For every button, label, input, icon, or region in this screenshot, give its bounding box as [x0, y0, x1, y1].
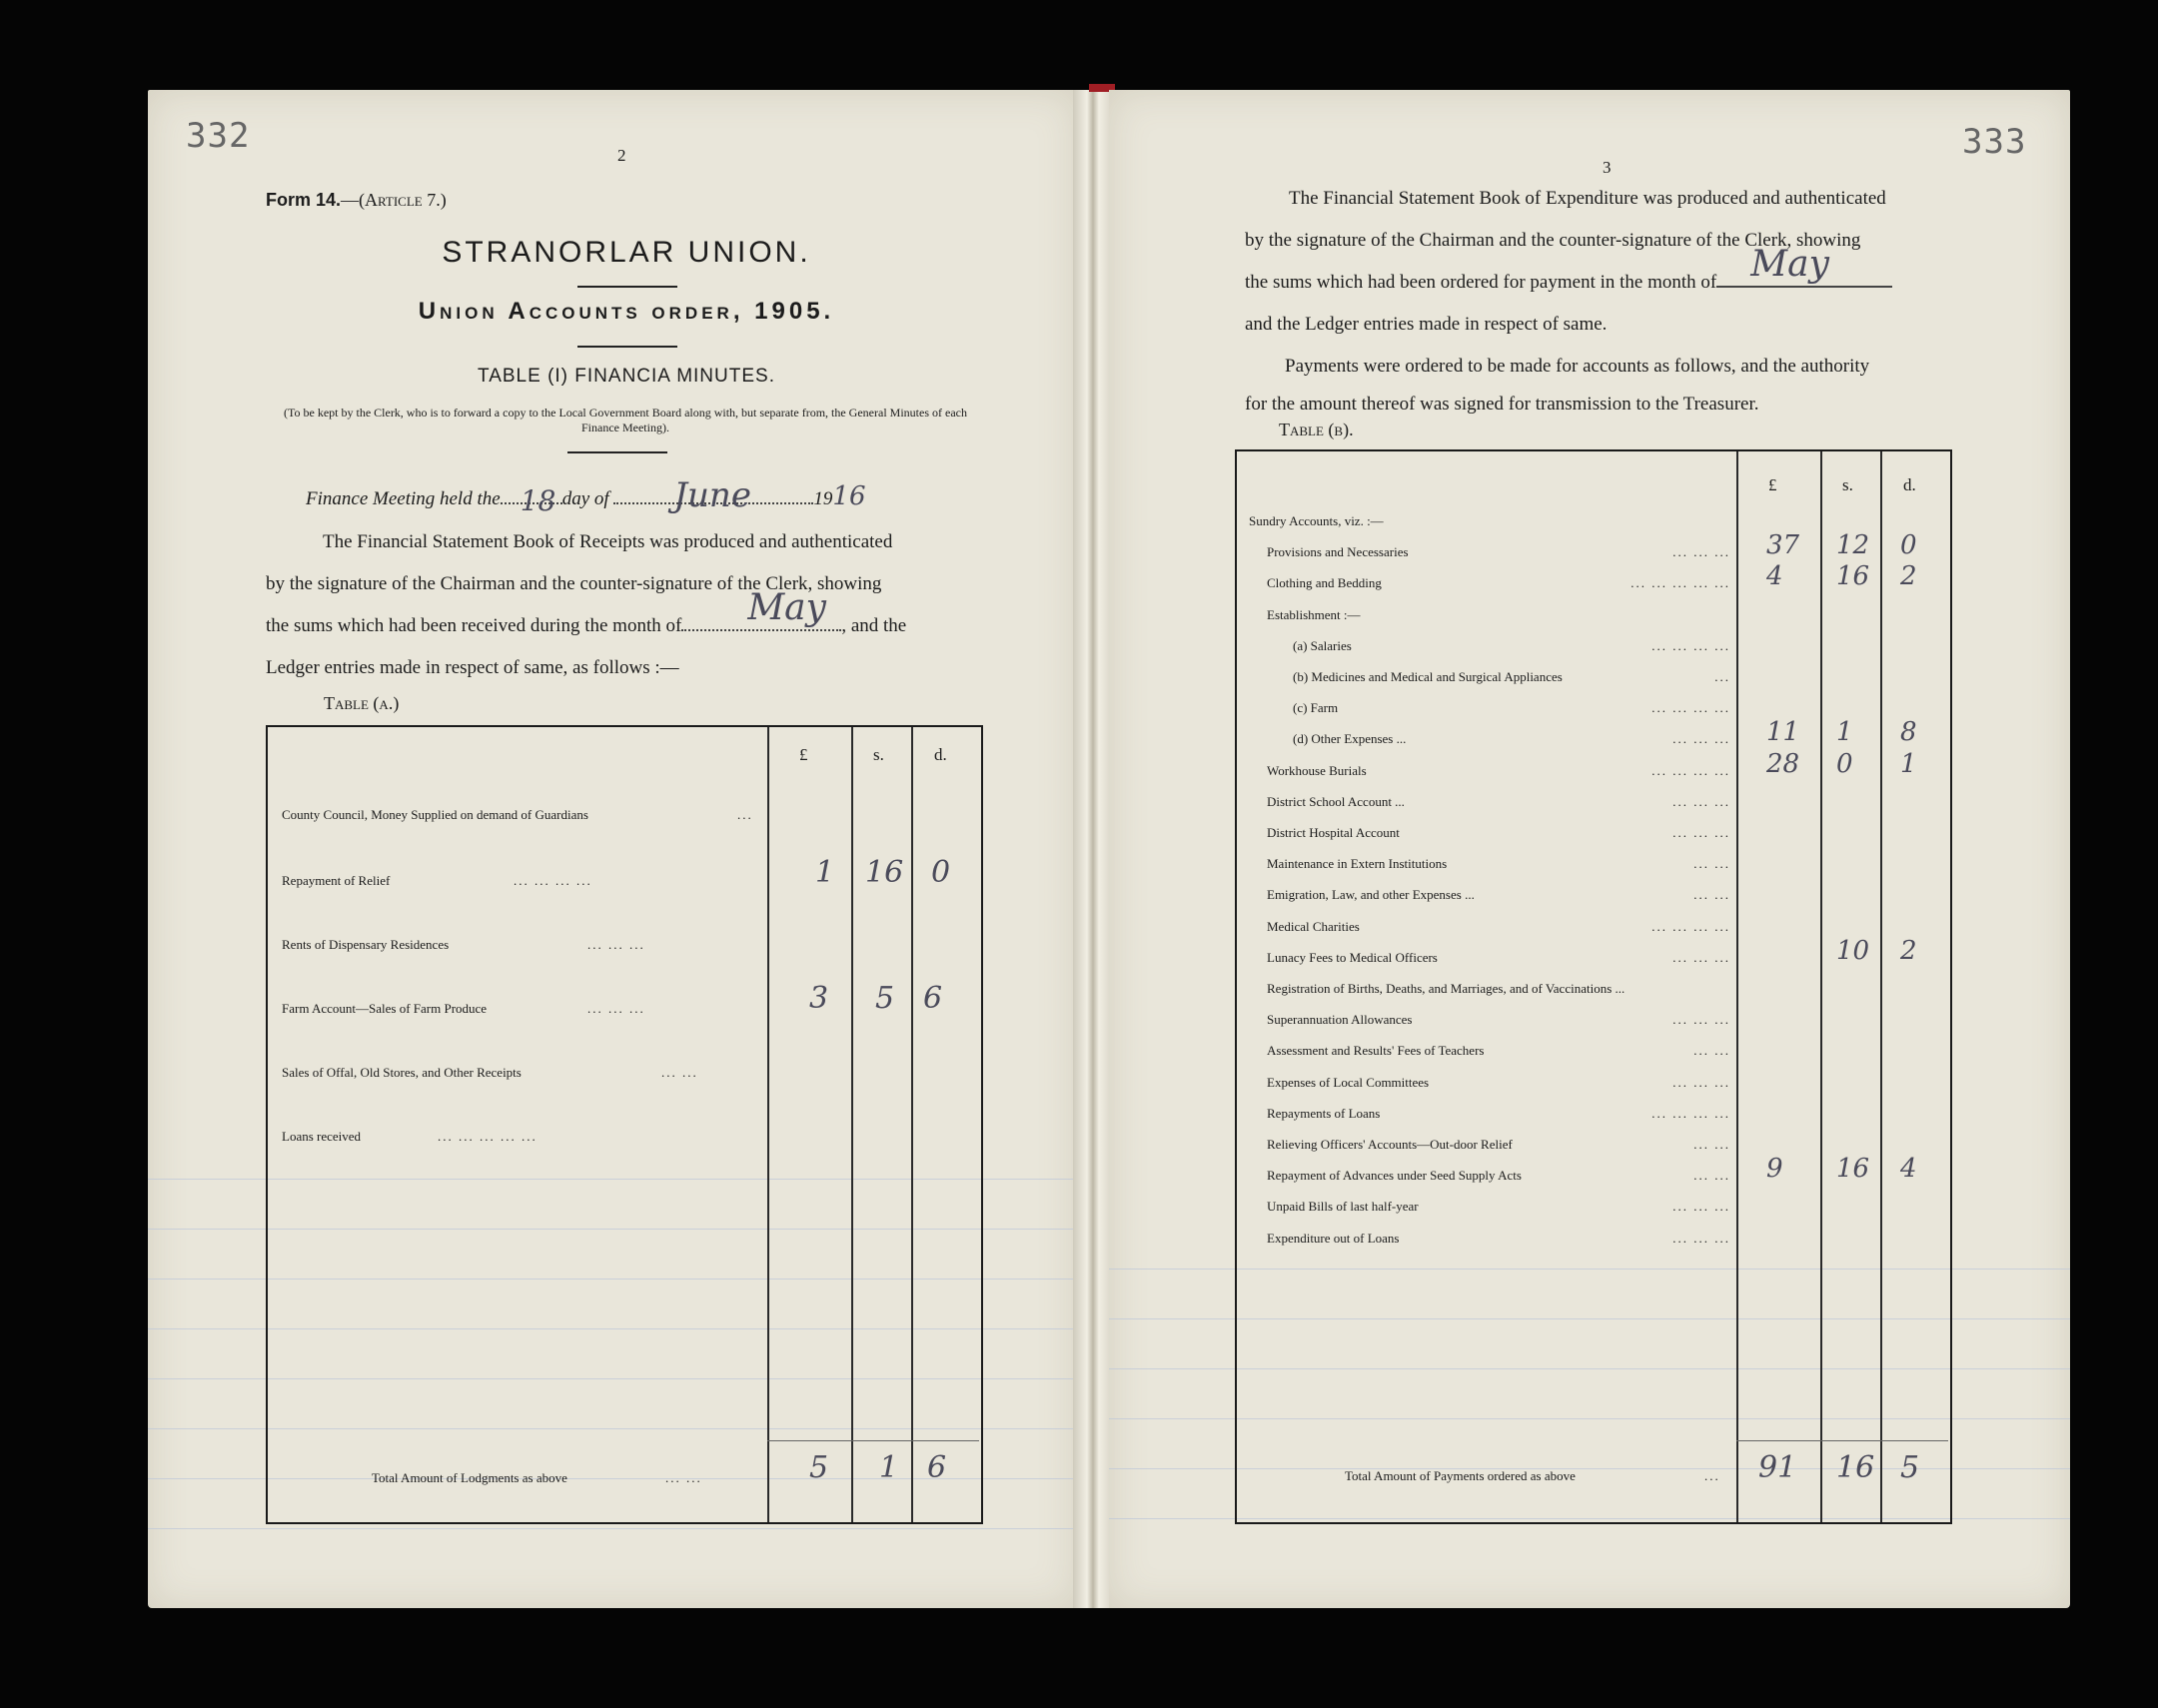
table-row-dots: ... ... ...	[587, 1001, 645, 1016]
table-row-label: Maintenance in Extern Institutions	[1267, 856, 1448, 872]
divider	[567, 451, 667, 453]
cell-pence: 1	[1900, 748, 1917, 779]
order-title: Union Accounts order, 1905.	[418, 298, 835, 325]
total-shillings: 16	[1836, 1450, 1875, 1485]
table-row-dots: ... ...	[1693, 887, 1730, 903]
receipts-para-line1: The Financial Statement Book of Receipts was produced and authenticated	[323, 531, 893, 552]
form-number	[266, 190, 447, 211]
payments-table	[1235, 449, 1952, 1524]
receipts-para-line4: Ledger entries made in respect of same, as follows :—	[266, 657, 679, 678]
col-shillings: s.	[873, 745, 884, 764]
meeting-year-prefix: 19	[813, 488, 833, 509]
table-row-label: (b) Medicines and Medical and Surgical Appliances	[1293, 669, 1563, 684]
table-a-label: Table (a.)	[324, 693, 400, 713]
table-row-label: Expenses of Local Committees	[1267, 1074, 1430, 1090]
table-row-label: Unpaid Bills of last half-year	[1267, 1199, 1419, 1215]
total-pounds: 91	[1758, 1450, 1797, 1485]
divider	[577, 286, 677, 288]
cell-pence: 4	[1900, 1154, 1917, 1185]
cell-shillings: 16	[1836, 1154, 1870, 1185]
table-row-label: Assessment and Results' Fees of Teachers	[1267, 1043, 1485, 1059]
cell-pounds: 1	[815, 855, 835, 890]
folio-stamp: 333	[1962, 122, 2027, 162]
receipts-para-line3	[266, 587, 907, 647]
column-rule	[851, 727, 853, 1522]
table-title: TABLE (I) FINANCIA MINUTES.	[478, 366, 775, 387]
divider	[577, 346, 677, 348]
cell-shillings: 10	[1836, 935, 1870, 966]
left-page	[148, 90, 1077, 1608]
ruled-line	[148, 1528, 1077, 1529]
table-row-label: Medical Charities	[1267, 918, 1360, 934]
table-row-dots: ... ... ...	[1672, 1012, 1730, 1028]
expend-month-hand: May	[1750, 244, 1829, 285]
table-row-label: (a) Salaries	[1293, 637, 1352, 653]
article-label: —(Article 7.)	[341, 190, 447, 210]
column-rule	[1736, 451, 1738, 1522]
cell-pence: 0	[1900, 530, 1917, 561]
table-row-label: Loans received	[282, 1129, 362, 1144]
expend-month-field	[1716, 244, 1892, 288]
expend-para-line4: and the Ledger entries made in respect of same.	[1245, 314, 1608, 335]
table-row-dots: ... ... ... ...	[1651, 700, 1730, 716]
table-row-dots: ... ...	[1693, 1043, 1730, 1059]
form-label: Form 14.	[266, 190, 342, 210]
table-row-dots: ... ...	[1693, 1137, 1730, 1152]
expend-para-line3	[1245, 244, 1892, 304]
meeting-line	[306, 475, 866, 520]
cell-shillings: 12	[1836, 530, 1870, 561]
receipts-table	[266, 725, 983, 1524]
total-rule	[1736, 1440, 1948, 1441]
table-row-label: Lunacy Fees to Medical Officers	[1267, 949, 1438, 965]
receipts-para-line2: by the signature of the Chairman and the counter-signature of the Clerk, showing	[266, 573, 882, 594]
cell-pounds: 4	[1766, 561, 1783, 592]
total-label: Total Amount of Payments ordered as above	[1345, 1468, 1576, 1483]
table-row-label: Expenditure out of Loans	[1267, 1230, 1400, 1246]
table-row-dots: ... ... ... ...	[1651, 1105, 1730, 1121]
cell-shillings: 0	[1836, 748, 1853, 779]
total-dots: ... ...	[665, 1470, 702, 1485]
table-row-dots: ... ... ... ...	[514, 873, 592, 888]
column-rule	[1820, 451, 1822, 1522]
cell-pence: 0	[931, 855, 951, 890]
table-row-dots: ...	[1714, 669, 1730, 684]
cell-shillings: 1	[1836, 717, 1853, 748]
table-row-dots: ... ... ... ... ...	[1630, 575, 1730, 591]
table-row-dots: ... ...	[1693, 1168, 1730, 1184]
table-row-dots: ... ... ...	[1672, 1230, 1730, 1246]
total-pence: 5	[1900, 1450, 1920, 1485]
table-row-label: Sales of Offal, Old Stores, and Other Receipts	[282, 1065, 522, 1080]
table-row-label: Provisions and Necessaries	[1267, 544, 1409, 560]
cell-pounds: 3	[809, 981, 829, 1016]
table-row-label: District School Account ...	[1267, 793, 1405, 809]
cell-shillings: 5	[875, 981, 895, 1016]
meeting-mid: day of	[561, 488, 609, 509]
cell-pence: 8	[1900, 717, 1917, 748]
total-label: Total Amount of Lodgments as above	[372, 1470, 567, 1485]
cell-pence: 2	[1900, 935, 1917, 966]
expend-para-line5: Payments were ordered to be made for accounts as follows, and the authority	[1285, 356, 1870, 377]
table-row-dots: ... ... ...	[1672, 1074, 1730, 1090]
table-row-label: (d) Other Expenses ...	[1293, 731, 1407, 747]
cell-pence: 6	[923, 981, 943, 1016]
book-gutter	[1073, 90, 1113, 1608]
table-row-label: (c) Farm	[1293, 700, 1339, 716]
meeting-month-field	[613, 475, 813, 515]
total-rule	[767, 1440, 979, 1441]
cell-pounds: 9	[1766, 1154, 1783, 1185]
cell-pounds: 28	[1766, 748, 1800, 779]
cell-pounds: 11	[1766, 717, 1800, 748]
expend-para-line6: for the amount thereof was signed for transmission to the Treasurer.	[1245, 394, 1759, 415]
union-title: STRANORLAR UNION.	[442, 236, 811, 269]
total-pence: 6	[927, 1450, 947, 1485]
table-row-dots: ... ... ... ...	[1651, 637, 1730, 653]
meeting-day-hand: 18	[520, 484, 556, 517]
meeting-year-hand: 16	[832, 481, 866, 511]
col-pence: d.	[934, 745, 947, 764]
cell-shillings: 16	[865, 855, 904, 890]
clerk-note: (To be kept by the Clerk, who is to forward a copy to the Local Government Board along with, but separate from, the General Minutes of each Finance Meeting).	[284, 406, 967, 434]
table-row-label: Clothing and Bedding	[1267, 575, 1382, 591]
table-row-label: County Council, Money Supplied on demand of Guardians	[282, 807, 588, 822]
table-row-label: Sundry Accounts, viz. :—	[1249, 513, 1384, 528]
cell-pence: 2	[1900, 561, 1917, 592]
table-row-dots: ... ... ...	[1672, 949, 1730, 965]
col-shillings: s.	[1842, 475, 1853, 494]
total-pounds: 5	[809, 1450, 829, 1485]
table-row-label: Relieving Officers' Accounts—Out-door Relief	[1267, 1137, 1513, 1152]
table-row-dots: ...	[737, 807, 753, 822]
table-row-label: Repayment of Advances under Seed Supply Acts	[1267, 1168, 1522, 1184]
table-row-dots: ... ... ...	[587, 937, 645, 952]
table-row-dots: ... ... ...	[1672, 1199, 1730, 1215]
table-row-dots: ... ...	[661, 1065, 698, 1080]
table-b-label: Table (b).	[1279, 420, 1354, 439]
total-shillings: 1	[879, 1450, 899, 1485]
receipts-month-hand: May	[747, 587, 826, 628]
table-row-label: Farm Account—Sales of Farm Produce	[282, 1001, 488, 1016]
right-page	[1109, 90, 2070, 1608]
receipts-month-field	[681, 587, 841, 631]
table-row-label: District Hospital Account	[1267, 825, 1400, 840]
expend-para-line2: by the signature of the Chairman and the counter-signature of the Clerk, showing	[1245, 230, 1861, 251]
table-row-label: Superannuation Allowances	[1267, 1012, 1413, 1028]
column-rule	[911, 727, 913, 1522]
table-row-label: Establishment :—	[1267, 606, 1361, 622]
table-row-dots: ... ...	[1693, 856, 1730, 872]
col-pence: d.	[1903, 475, 1916, 494]
expend-para-line3-text: the sums which had been ordered for payment in the month of	[1245, 272, 1717, 293]
expend-para-line1: The Financial Statement Book of Expenditure was produced and authenticated	[1289, 188, 1886, 209]
meeting-month-hand: June	[673, 475, 751, 515]
column-rule	[1880, 451, 1882, 1522]
table-row-label: Registration of Births, Deaths, and Marriages, and of Vaccinations ...	[1267, 981, 1625, 996]
col-pounds: £	[799, 745, 808, 764]
col-pounds: £	[1768, 475, 1777, 494]
column-rule	[767, 727, 769, 1522]
table-row-dots: ... ... ... ... ...	[438, 1129, 538, 1144]
table-row-label: Workhouse Burials	[1267, 762, 1367, 778]
folio-stamp: 332	[186, 116, 251, 156]
table-row-dots: ... ... ... ...	[1651, 918, 1730, 934]
table-row-dots: ... ... ...	[1672, 825, 1730, 840]
table-row-dots: ... ... ... ...	[1651, 762, 1730, 778]
table-row-dots: ... ... ...	[1672, 793, 1730, 809]
receipts-para-line3a: the sums which had been received during the month of	[266, 615, 682, 636]
table-row-label: Repayments of Loans	[1267, 1105, 1381, 1121]
total-dots: ...	[1704, 1468, 1720, 1483]
cell-shillings: 16	[1836, 561, 1870, 592]
page-number: 2	[617, 146, 626, 165]
meeting-day-field	[501, 484, 562, 517]
page-number: 3	[1603, 158, 1612, 177]
table-row-label: Emigration, Law, and other Expenses ...	[1267, 887, 1475, 903]
table-row-label: Rents of Dispensary Residences	[282, 937, 450, 952]
table-row-label: Repayment of Relief	[282, 873, 391, 888]
cell-pounds: 37	[1766, 530, 1800, 561]
meeting-prefix: Finance Meeting held the	[306, 488, 501, 509]
receipts-para-line3b: , and the	[841, 615, 907, 636]
table-row-dots: ... ... ...	[1672, 544, 1730, 560]
table-row-dots: ... ... ...	[1672, 731, 1730, 747]
